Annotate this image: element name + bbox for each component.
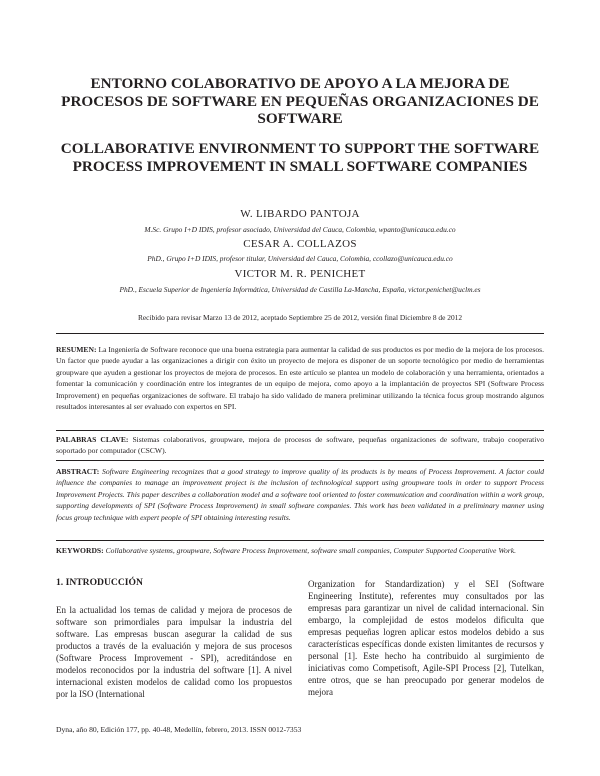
author-name: VICTOR M. R. PENICHET	[234, 268, 366, 280]
author-affiliation: PhD., Escuela Superior de Ingeniería Informática, Universidad de Castilla La-Mancha, España, victor.penichet@uclm.es	[119, 285, 481, 294]
author-affiliation: PhD., Grupo I+D IDIS, profesor titular, Universidad del Cauca, Colombia, ccollazo@unicauca.edu.co	[147, 254, 453, 263]
resumen-label: RESUMEN:	[56, 345, 97, 354]
received-dates: Recibido para revisar Marzo 13 de 2012, aceptado Septiembre 25 de 2012, versión final Diciembre 8 de 2012	[137, 313, 463, 322]
author-affiliation: M.Sc. Grupo I+D IDIS, profesor asociado, Universidad del Cauca, Colombia, wpanto@unicauca.edu.co	[144, 225, 456, 234]
abstract-text: Software Engineering recognizes that a good strategy to improve quality of its products is by means of Process Improvement. A factor could influence the companies to manage an improvement project is the inclusion of technological support using groupware tools in order to support Process Improvement Projects. This paper describes a collaboration model and a software tool oriented to foster communication and coordination within a work group, supporting developments of SPI (Software Process Improvement) in small software companies. This work has been validated in a preliminary manner using focus group technique with expert people of SPI obtaining interesting results.	[56, 467, 544, 522]
palabras-clave-label: PALABRAS CLAVE:	[56, 435, 129, 444]
palabras-clave-text: Sistemas colaborativos, groupware, mejora de procesos de software, pequeñas organizaciones de software, trabajo cooperativo soportado por computador (CSCW).	[56, 435, 544, 456]
palabras-clave-block	[56, 434, 544, 457]
journal-footer: Dyna, año 80, Edición 177, pp. 40-48, Medellín, febrero, 2013. ISSN 0012-7353	[56, 725, 302, 734]
resumen-block	[56, 344, 544, 412]
intro-left-column: En la actualidad los temas de calidad y mejora de procesos de software son primordiales para impulsar la industria del software. Las empresas buscan asegurar la calidad de sus productos a través de la evaluación y mejora de sus procesos (Software Process Improvement - SPI), acreditándose en modelos reconocidos por la industria del software [1]. A nivel internacional existen modelos de calidad como los propuestos por la ISO (International	[56, 605, 292, 699]
divider	[56, 460, 544, 461]
divider	[56, 333, 544, 334]
author-name: CESAR A. COLLAZOS	[243, 238, 357, 250]
resumen-text: La Ingeniería de Software reconoce que una buena estrategia para aumentar la calidad de sus productos es por medio de la mejora de los procesos. Un factor que puede ayudar a las organizaciones a dirigir con éxito un proyecto de mejora es disponer de un soporte tecnológico por medio de herramientas groupware que ayuden a gestionar los proyectos de mejora de procesos. En este artículo se plantea un modelo de colaboración y una herramienta, orientados a fomentar la comunicación y coordinación entre los integrantes de un equipo de mejora, como apoyo a la implantación de proyectos SPI (Software Process Improvement) en pequeñas organizaciones de software. El trabajo ha sido validado de manera preliminar utilizando la técnica focus group mostrando algunos resultados interesantes al ser evaluado con expertos en SPI.	[56, 345, 544, 412]
title-english: COLLABORATIVE ENVIRONMENT TO SUPPORT THE SOFTWARE PROCESS IMPROVEMENT IN SMALL SOFTWARE COMPANIES	[60, 140, 540, 175]
divider	[56, 430, 544, 431]
title-spanish: ENTORNO COLABORATIVO DE APOYO A LA MEJORA DE PROCESOS DE SOFTWARE EN PEQUEÑAS ORGANIZACIONES DE SOFTWARE	[61, 75, 539, 128]
keywords-label: KEYWORDS:	[56, 546, 104, 555]
section-heading: 1. INTRODUCCIÓN	[56, 577, 143, 588]
keywords-block	[56, 545, 544, 556]
keywords-text: Collaborative systems, groupware, Software Process Improvement, software small companies, Computer Supported Cooperative Work.	[105, 546, 516, 555]
abstract-label: ABSTRACT:	[56, 467, 100, 476]
author-name: W. LIBARDO PANTOJA	[240, 208, 360, 220]
intro-right-column: Organization for Standardization) y el SEI (Software Engineering Institute), referentes muy consultados por las empresas para garantizar un nivel de calidad internacional. Sin embargo, la complejidad de estos modelos dificulta que empresas pequeñas logren aplicar estos modelos debido a sus características específicas donde existen limitantes de recursos y personal [1]. Este hecho ha contribuido al surgimiento de iniciativas como Competisoft, Agile-SPI Process [2], Tutelkan, entre otros, que se han preocupado por generar modelos de mejora	[308, 579, 544, 697]
divider	[56, 540, 544, 541]
abstract-block	[56, 466, 544, 523]
